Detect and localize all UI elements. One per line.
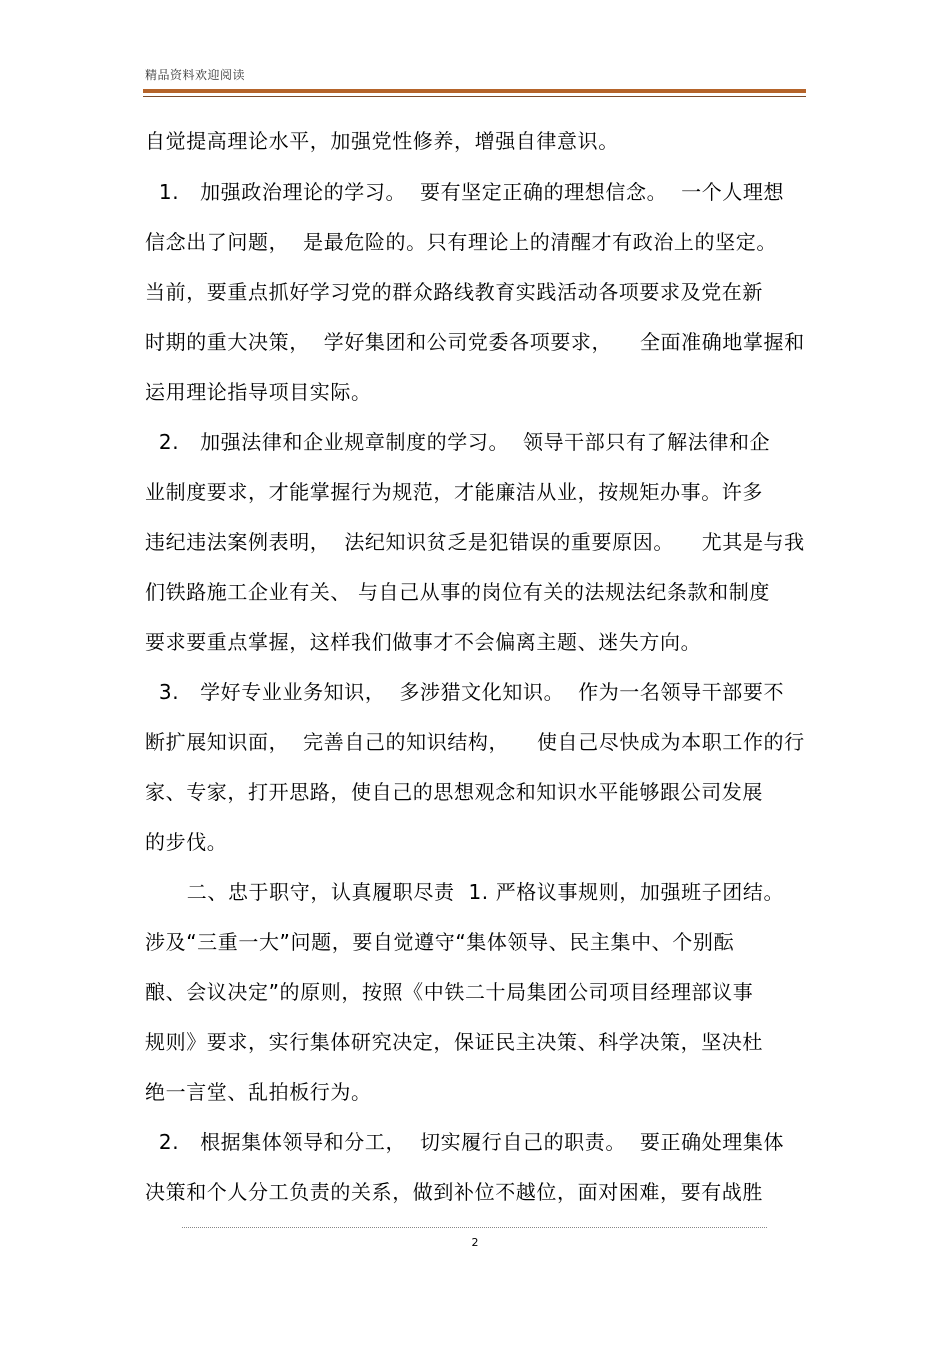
body-line: 业制度要求，才能掌握行为规范，才能廉洁从业，按规矩办事。许多 bbox=[145, 480, 763, 504]
header-rule-thin bbox=[143, 96, 806, 97]
body-line: 时期的重大决策， 学好集团和公司党委各项要求， 全面准确地掌握和 bbox=[145, 330, 805, 354]
body-line: 们铁路施工企业有关、 与自己从事的岗位有关的法规法纪条款和制度 bbox=[145, 580, 770, 604]
body-line: 当前，要重点抓好学习党的群众路线教育实践活动各项要求及党在新 bbox=[145, 280, 763, 304]
page-header: 精品资料欢迎阅读 bbox=[145, 68, 246, 82]
body-line: 涉及“三重一大”问题，要自觉遵守“集体领导、民主集中、个别酝 bbox=[145, 930, 735, 954]
body-line: 的步伐。 bbox=[145, 830, 228, 854]
body-line: 二、忠于职守，认真履职尽责 1. 严格议事规则，加强班子团结。 bbox=[145, 880, 785, 904]
body-line: 3. 学好专业业务知识， 多涉猎文化知识。 作为一名领导干部要不 bbox=[145, 680, 785, 704]
body-line: 运用理论指导项目实际。 bbox=[145, 380, 372, 404]
body-line: 要求要重点掌握，这样我们做事才不会偏离主题、迷失方向。 bbox=[145, 630, 702, 654]
body-line: 酿、会议决定”的原则，按照《中铁二十局集团公司项目经理部议事 bbox=[145, 980, 754, 1004]
footer-rule bbox=[182, 1227, 767, 1228]
body-line: 2. 加强法律和企业规章制度的学习。 领导干部只有了解法律和企 bbox=[145, 430, 771, 454]
header-rule-thick bbox=[143, 89, 806, 93]
body-line: 规则》要求，实行集体研究决定，保证民主决策、科学决策，坚决杜 bbox=[145, 1030, 763, 1054]
page-number: 2 bbox=[471, 1236, 479, 1249]
body-line: 自觉提高理论水平，加强党性修养，增强自律意识。 bbox=[145, 129, 619, 153]
body-line: 绝一言堂、乱拍板行为。 bbox=[145, 1080, 372, 1104]
body-line: 断扩展知识面， 完善自己的知识结构， 使自己尽快成为本职工作的行 bbox=[145, 730, 805, 754]
body-line: 2. 根据集体领导和分工， 切实履行自己的职责。 要正确处理集体 bbox=[145, 1130, 785, 1154]
body-line: 违纪违法案例表明， 法纪知识贫乏是犯错误的重要原因。 尤其是与我 bbox=[145, 530, 805, 554]
body-line: 家、专家，打开思路，使自己的思想观念和知识水平能够跟公司发展 bbox=[145, 780, 763, 804]
body-line: 信念出了问题， 是最危险的。只有理论上的清醒才有政治上的坚定。 bbox=[145, 230, 777, 254]
body-line: 1. 加强政治理论的学习。 要有坚定正确的理想信念。 一个人理想 bbox=[145, 180, 785, 204]
body-line: 决策和个人分工负责的关系，做到补位不越位，面对困难，要有战胜 bbox=[145, 1180, 763, 1204]
